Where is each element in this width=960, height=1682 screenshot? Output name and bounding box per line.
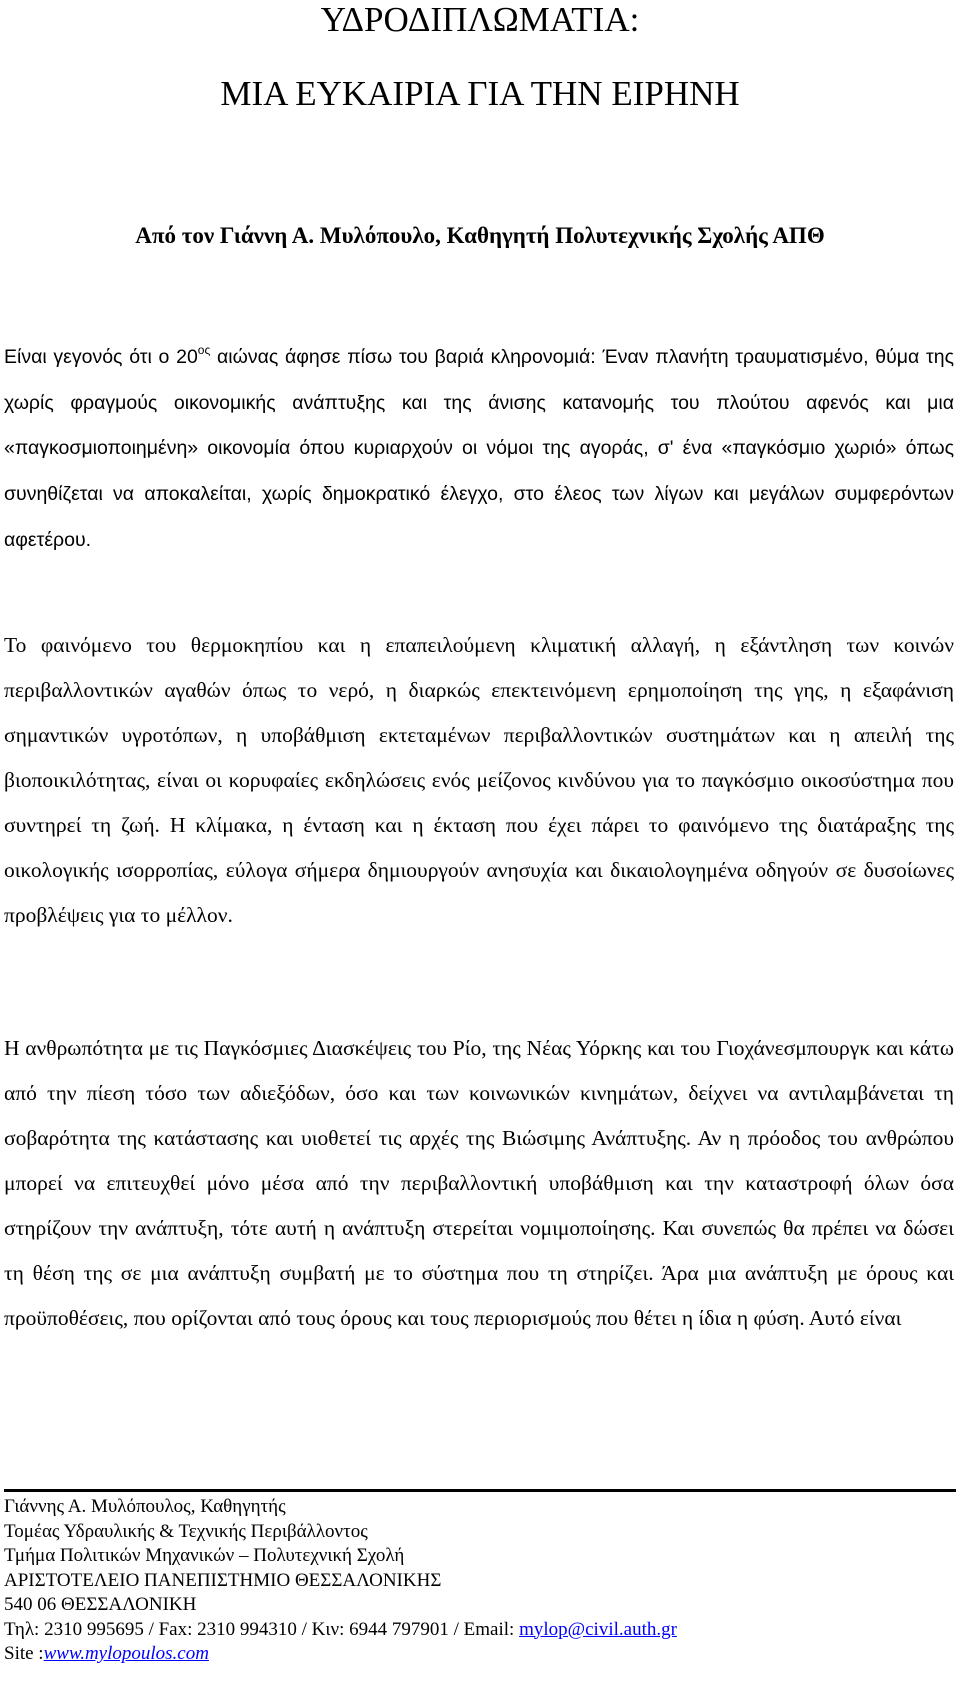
footer-department: Τμήμα Πολιτικών Μηχανικών – Πολυτεχνική Σχολή [4,1545,405,1566]
paragraph-1-rest: αιώνας άφησε πίσω του βαριά κληρονομιά: Έναν πλανήτη τραυματισμένο, θύμα της χωρίς φραγμούς οικονομικής ανάπτυξης και της άνισης κατανομής του πλούτου αφενός και μια «παγκοσμιοποιημένη» οικονομία όπου κυριαρχούν οι νόμοι της αγοράς, σ' ένα «παγκόσμιο χωριό» όπως συνηθίζεται να αποκαλείται, χωρίς δημοκρατικό έλεγχο, στο έλεος των λίγων και μεγάλων συμφερόντων αφετέρου. [4,346,954,551]
email-link[interactable]: mylop@civil.auth.gr [519,1618,677,1640]
document-title-line-2: ΜΙΑ ΕΥΚΑΙΡΙΑ ΓΙΑ ΤΗΝ ΕΙΡΗΝΗ [220,74,740,113]
footer-postcode-city: 540 06 ΘΕΣΣΑΛΟΝΙΚΗ [4,1594,197,1615]
website-link[interactable]: www.mylopoulos.com [43,1643,209,1664]
footer-contact-block [4,1495,954,1667]
footer-author: Γιάννης Α. Μυλόπουλος, Καθηγητής [4,1496,286,1517]
footer-site-label: Site : [4,1643,44,1664]
document-title-line-1: ΥΔΡΟΔΙΠΛΩΜΑΤΙΑ: [320,0,640,39]
paragraph-2: Το φαινόμενο του θερμοκηπίου και η επαπειλούμενη κλιματική αλλαγή, η εξάντληση των κοινών περιβαλλοντικών αγαθών όπως το νερό, η διαρκώς επεκτεινόμενη ερημοποίηση της γης, η εξαφάνιση σημαντικών υγροτόπων, η υποβάθμιση εκτεταμένων περιβαλλοντικών συστημάτων και η απειλή της βιοποικιλότητας, είναι οι κορυφαίες εκδηλώσεις ενός μείζονος κινδύνου για το παγκόσμιο οικοσύστημα που συντηρεί τη ζωή. Η κλίμακα, η ένταση και η έκταση που έχει πάρει το φαινόμενο της διατάραξης της οικολογικής ισορροπίας, εύλογα σήμερα δημιουργούν ανησυχία και δικαιολογημένα οδηγούν σε δυσοίωνες προβλέψεις για το μέλλον. [4,633,954,927]
footer-divider [4,1489,956,1492]
paragraph-1 [4,335,954,564]
ordinal-superscript: ος [197,343,211,357]
footer-contact-line [4,1618,954,1643]
paragraph-3: Η ανθρωπότητα με τις Παγκόσμιες Διασκέψεις του Ρίο, της Νέας Υόρκης και του Γιοχάνεσμπουργκ και κάτω από την πίεση τόσο των αδιεξόδων, όσο και των κοινωνικών κινημάτων, δείχνει να αντιλαμβάνεται τη σοβαρότητα της κατάστασης και υιοθετεί τις αρχές της Βιώσιμης Ανάπτυξης. Αν η πρόοδος του ανθρώπου μπορεί να επιτευχθεί μόνο μέσα από την περιβαλλοντική υποβάθμιση και την καταστροφή όλων όσα στηρίζουν την ανάπτυξη, τότε αυτή η ανάπτυξη στερείται νομιμοποίησης. Και συνεπώς θα πρέπει να δώσει τη θέση της σε μια ανάπτυξη συμβατή με το σύστημα που τη στηρίζει. Άρα μια ανάπτυξη με όρους και προϋποθέσεις, που ορίζονται από τους όρους και τους περιορισμούς που θέτει η ίδια η φύση. Αυτό είναι [4,1036,954,1330]
footer-university: ΑΡΙΣΤΟΤΕΛΕΙΟ ΠΑΝΕΠΙΣΤΗΜΙΟ ΘΕΣΣΑΛΟΝΙΚΗΣ [4,1569,442,1591]
paragraph-1-start: Είναι γεγονός ότι ο 20 [4,346,198,368]
footer-division: Τομέας Υδραυλικής & Τεχνικής Περιβάλλοντος [4,1520,368,1542]
footer-site-line [4,1642,954,1667]
footer-phone-fax: Τηλ: 2310 995695 / Fax: 2310 994310 / Κιν: 6944 797901 / Email: [4,1618,520,1640]
author-byline: Από τον Γιάννη Α. Μυλόπουλο, Καθηγητή Πολυτεχνικής Σχολής ΑΠΘ [135,223,825,248]
